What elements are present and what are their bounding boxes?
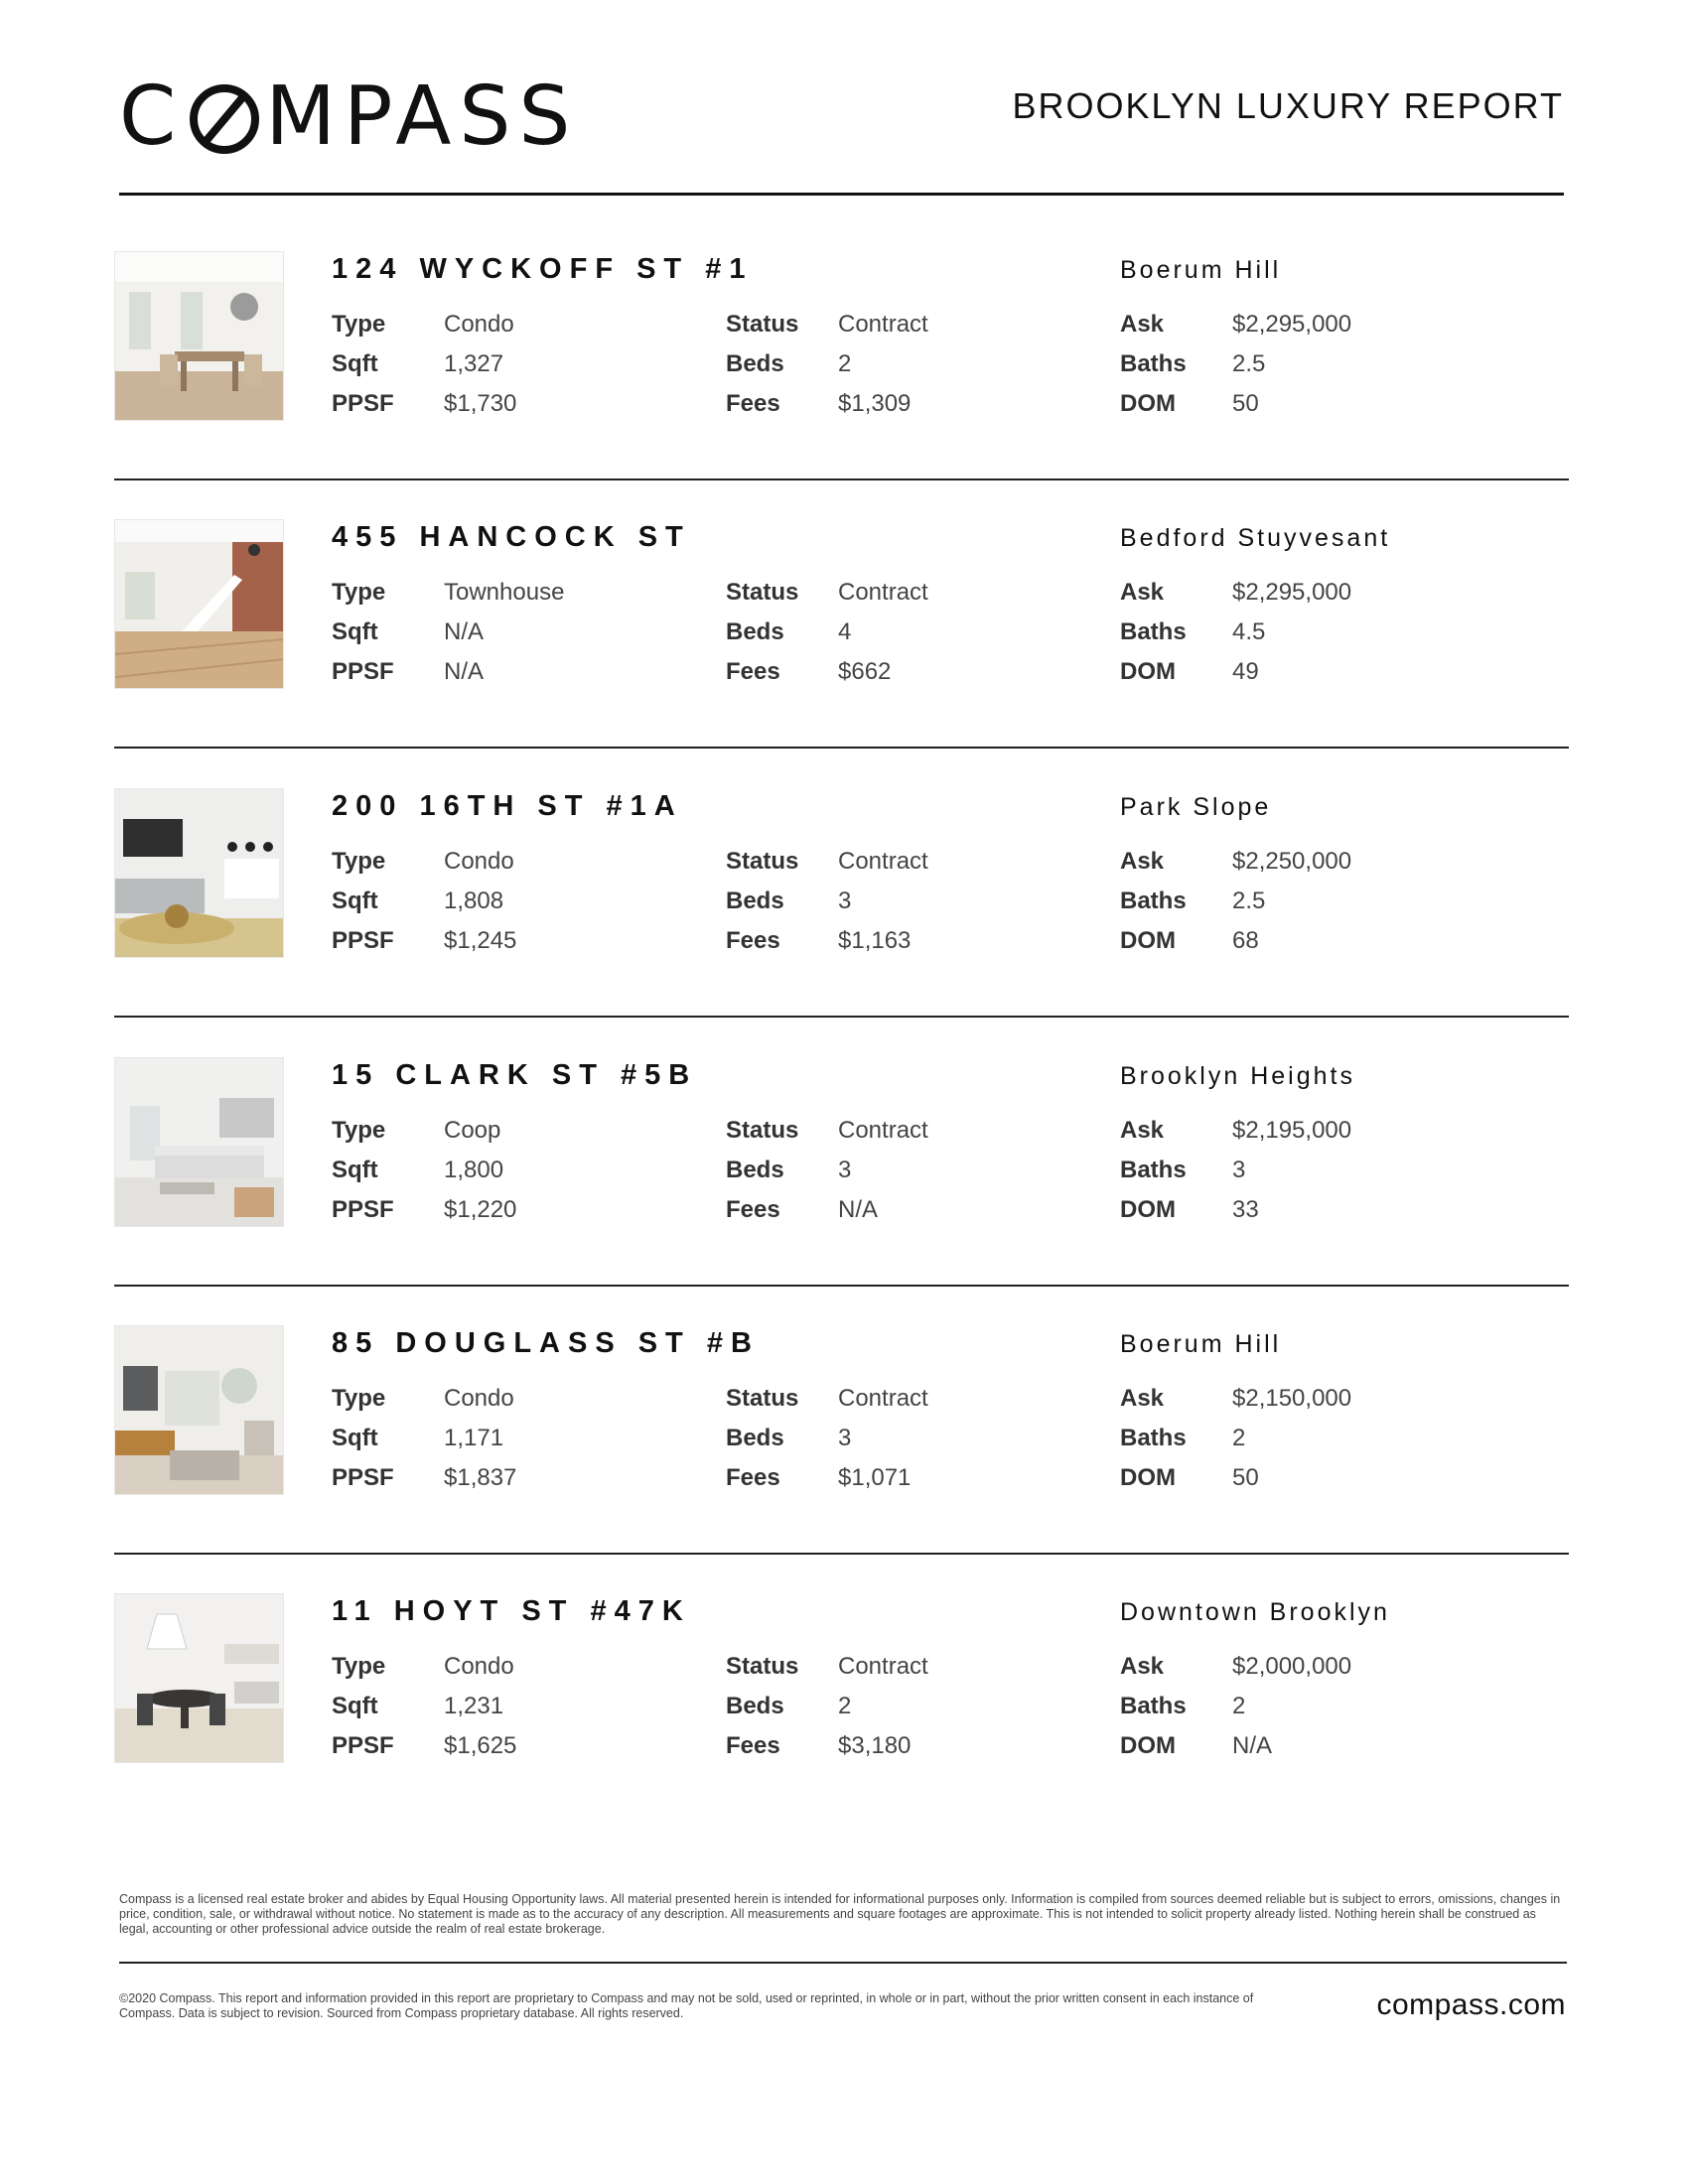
sqft-label: Sqft — [332, 1693, 378, 1719]
type-value: Condo — [444, 848, 514, 875]
status-value: Contract — [838, 1653, 928, 1680]
ppsf-value: $1,625 — [444, 1732, 517, 1759]
ask-value: $2,250,000 — [1232, 848, 1352, 875]
listing-card — [114, 251, 1569, 519]
fees-value: N/A — [838, 1196, 879, 1223]
dom-label: DOM — [1120, 658, 1176, 685]
sqft-label: Sqft — [332, 350, 378, 377]
listing-photo — [114, 1325, 284, 1495]
baths-value: 2 — [1232, 1425, 1246, 1451]
fees-label: Fees — [726, 658, 780, 685]
ask-label: Ask — [1120, 1385, 1165, 1412]
beds-label: Beds — [726, 1157, 784, 1183]
listing-address: 200 16TH ST #1A — [332, 790, 683, 822]
fees-label: Fees — [726, 927, 780, 954]
dom-label: DOM — [1120, 390, 1176, 417]
status-value: Contract — [838, 848, 928, 875]
ask-value: $2,295,000 — [1232, 311, 1352, 338]
dom-label: DOM — [1120, 1464, 1176, 1491]
ppsf-label: PPSF — [332, 1732, 394, 1759]
ppsf-label: PPSF — [332, 927, 394, 954]
compass-logo — [119, 69, 579, 164]
baths-label: Baths — [1120, 350, 1187, 377]
listing-photo — [114, 788, 284, 958]
listing-divider — [114, 1553, 1569, 1555]
listing-col-3 — [1120, 1379, 1351, 1498]
beds-label: Beds — [726, 350, 784, 377]
ppsf-label: PPSF — [332, 1464, 394, 1491]
listing-col-2 — [726, 305, 928, 424]
sqft-value: 1,800 — [444, 1157, 504, 1183]
ppsf-label: PPSF — [332, 658, 394, 685]
copyright-text: ©2020 Compass. This report and information provided in this report are proprietary to Compass and may not be sold, used or reprinted, in whole or in part, without the prior written consent in each instance of Compass. Data is subject to revision. Sourced from Compass proprietary database. All rights reserved. — [119, 1991, 1254, 2020]
listing-divider — [114, 1285, 1569, 1287]
listing-card — [114, 788, 1569, 1056]
fees-value: $1,309 — [838, 390, 912, 417]
fees-label: Fees — [726, 1732, 780, 1759]
dom-label: DOM — [1120, 927, 1176, 954]
sqft-value: 1,808 — [444, 887, 504, 914]
ppsf-value: $1,220 — [444, 1196, 517, 1223]
listing-address: 455 HANCOCK ST — [332, 521, 691, 553]
ask-label: Ask — [1120, 311, 1165, 338]
listing-col-3 — [1120, 1647, 1351, 1766]
sqft-value: 1,327 — [444, 350, 504, 377]
listing-card — [114, 519, 1569, 787]
website-link[interactable]: compass.com — [1376, 1988, 1566, 2021]
status-label: Status — [726, 1117, 799, 1144]
ask-label: Ask — [1120, 579, 1165, 606]
status-value: Contract — [838, 311, 928, 338]
type-value: Condo — [444, 1653, 514, 1680]
listing-col-1 — [332, 1647, 516, 1766]
footer-divider — [119, 1962, 1567, 1964]
ask-label: Ask — [1120, 1653, 1165, 1680]
listing-col-1 — [332, 1379, 516, 1498]
listing-col-1 — [332, 1111, 516, 1230]
status-label: Status — [726, 311, 799, 338]
type-label: Type — [332, 1117, 386, 1144]
beds-label: Beds — [726, 887, 784, 914]
dom-value: 68 — [1232, 927, 1259, 954]
listing-neighborhood: Bedford Stuyvesant — [1120, 524, 1391, 552]
dom-value: 49 — [1232, 658, 1259, 685]
listing-address: 11 HOYT ST #47K — [332, 1595, 691, 1627]
logo-letter-c: C — [119, 69, 185, 164]
header-divider — [119, 193, 1564, 196]
status-label: Status — [726, 1653, 799, 1680]
type-label: Type — [332, 848, 386, 875]
listing-col-3 — [1120, 842, 1351, 961]
listing-card — [114, 1325, 1569, 1593]
baths-value: 3 — [1232, 1157, 1246, 1183]
status-value: Contract — [838, 1385, 928, 1412]
ppsf-value: $1,730 — [444, 390, 517, 417]
dom-value: 50 — [1232, 390, 1259, 417]
status-label: Status — [726, 848, 799, 875]
dom-value: 33 — [1232, 1196, 1259, 1223]
listing-divider — [114, 747, 1569, 749]
fees-value: $1,163 — [838, 927, 912, 954]
listing-neighborhood: Downtown Brooklyn — [1120, 1598, 1390, 1626]
beds-value: 2 — [838, 350, 852, 377]
ppsf-label: PPSF — [332, 390, 394, 417]
dom-value: 50 — [1232, 1464, 1259, 1491]
listing-col-3 — [1120, 573, 1351, 692]
listing-address: 15 CLARK ST #5B — [332, 1059, 698, 1091]
beds-label: Beds — [726, 1425, 784, 1451]
listing-neighborhood: Boerum Hill — [1120, 256, 1282, 284]
ppsf-label: PPSF — [332, 1196, 394, 1223]
beds-value: 4 — [838, 618, 852, 645]
ask-value: $2,000,000 — [1232, 1653, 1352, 1680]
type-value: Condo — [444, 311, 514, 338]
listing-col-3 — [1120, 305, 1351, 424]
ask-label: Ask — [1120, 848, 1165, 875]
type-label: Type — [332, 579, 386, 606]
beds-value: 3 — [838, 1157, 852, 1183]
sqft-value: 1,171 — [444, 1425, 504, 1451]
listing-photo — [114, 519, 284, 689]
fees-value: $662 — [838, 658, 892, 685]
beds-label: Beds — [726, 1693, 784, 1719]
sqft-label: Sqft — [332, 887, 378, 914]
listing-col-2 — [726, 573, 928, 692]
type-value: Coop — [444, 1117, 501, 1144]
listing-address: 124 WYCKOFF ST #1 — [332, 253, 754, 285]
listing-col-2 — [726, 1379, 928, 1498]
status-value: Contract — [838, 579, 928, 606]
dom-label: DOM — [1120, 1196, 1176, 1223]
type-value: Townhouse — [444, 579, 565, 606]
listing-col-1 — [332, 842, 516, 961]
ppsf-value: N/A — [444, 658, 485, 685]
listing-col-2 — [726, 1647, 928, 1766]
baths-value: 4.5 — [1232, 618, 1266, 645]
compass-o-mark-icon — [190, 84, 259, 154]
listing-card — [114, 1593, 1569, 1861]
listing-neighborhood: Boerum Hill — [1120, 1330, 1282, 1358]
beds-value: 3 — [838, 887, 852, 914]
type-label: Type — [332, 1653, 386, 1680]
baths-label: Baths — [1120, 618, 1187, 645]
listing-neighborhood: Brooklyn Heights — [1120, 1062, 1355, 1090]
fees-value: $1,071 — [838, 1464, 912, 1491]
fees-label: Fees — [726, 1196, 780, 1223]
listing-divider — [114, 478, 1569, 480]
ppsf-value: $1,245 — [444, 927, 517, 954]
ask-label: Ask — [1120, 1117, 1165, 1144]
ask-value: $2,295,000 — [1232, 579, 1352, 606]
listing-photo — [114, 1057, 284, 1227]
ppsf-value: $1,837 — [444, 1464, 517, 1491]
disclaimer-text: Compass is a licensed real estate broker and abides by Equal Housing Opportunity laws. All material presented herein is intended for informational purposes only. Information is compiled from sources deemed reliable but is subject to errors, omissions, changes in price, condition, sale, or withdrawal without notice. No statement is made as to the accuracy of any description. All measurements and square footages are approximate. This is not intended to solicit property already listed. Nothing herein shall be construed as legal, accounting or other professional advice outside the realm of real estate brokerage. — [119, 1892, 1561, 1936]
beds-label: Beds — [726, 618, 784, 645]
sqft-value: 1,231 — [444, 1693, 504, 1719]
ask-value: $2,195,000 — [1232, 1117, 1352, 1144]
listing-divider — [114, 1016, 1569, 1018]
fees-value: $3,180 — [838, 1732, 912, 1759]
fees-label: Fees — [726, 390, 780, 417]
sqft-label: Sqft — [332, 618, 378, 645]
listing-col-2 — [726, 1111, 928, 1230]
sqft-label: Sqft — [332, 1157, 378, 1183]
type-label: Type — [332, 1385, 386, 1412]
fees-label: Fees — [726, 1464, 780, 1491]
listing-address: 85 DOUGLASS ST #B — [332, 1327, 760, 1359]
baths-label: Baths — [1120, 1693, 1187, 1719]
sqft-label: Sqft — [332, 1425, 378, 1451]
baths-label: Baths — [1120, 887, 1187, 914]
logo-letters-mpass: MPASS — [265, 69, 579, 164]
baths-value: 2.5 — [1232, 350, 1266, 377]
type-label: Type — [332, 311, 386, 338]
report-title: BROOKLYN LUXURY REPORT — [1012, 85, 1564, 126]
baths-value: 2 — [1232, 1693, 1246, 1719]
ask-value: $2,150,000 — [1232, 1385, 1352, 1412]
listing-col-1 — [332, 305, 516, 424]
listing-card — [114, 1057, 1569, 1325]
status-value: Contract — [838, 1117, 928, 1144]
status-label: Status — [726, 1385, 799, 1412]
sqft-value: N/A — [444, 618, 485, 645]
listing-col-2 — [726, 842, 928, 961]
listing-photo — [114, 1593, 284, 1763]
listing-col-1 — [332, 573, 564, 692]
dom-label: DOM — [1120, 1732, 1176, 1759]
listing-photo — [114, 251, 284, 421]
listing-col-3 — [1120, 1111, 1351, 1230]
beds-value: 3 — [838, 1425, 852, 1451]
status-label: Status — [726, 579, 799, 606]
baths-label: Baths — [1120, 1425, 1187, 1451]
listing-neighborhood: Park Slope — [1120, 793, 1272, 821]
type-value: Condo — [444, 1385, 514, 1412]
baths-value: 2.5 — [1232, 887, 1266, 914]
dom-value: N/A — [1232, 1732, 1273, 1759]
beds-value: 2 — [838, 1693, 852, 1719]
baths-label: Baths — [1120, 1157, 1187, 1183]
